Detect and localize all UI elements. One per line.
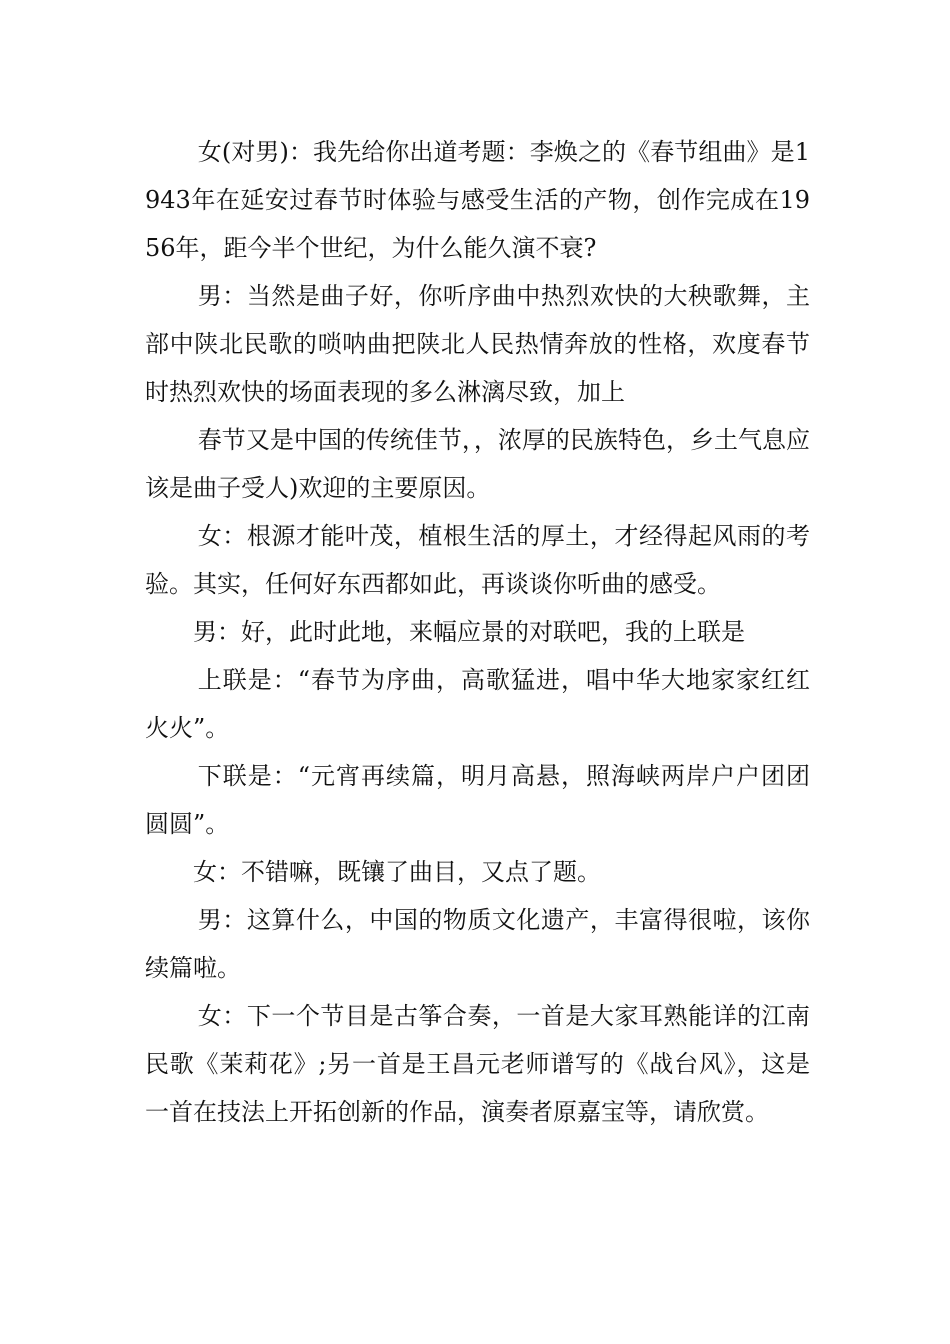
paragraph-2: 男：当然是曲子好，你听序曲中热烈欢快的大秧歌舞，主部中陕北民歌的唢呐曲把陕北人民热情奔放的性格，欢度春节时热烈欢快的场面表现的多么淋漓尽致，加上 [145, 282, 810, 406]
paragraph-1: 女(对男)：我先给你出道考题：李焕之的《春节组曲》是1943年在延安过春节时体验与感受生活的产物，创作完成在1956年，距今半个世纪，为什么能久演不衰? [145, 138, 810, 262]
paragraph-4: 女：根源才能叶茂，植根生活的厚土，才经得起风雨的考验。其实，任何好东西都如此，再谈谈你听曲的感受。 [145, 522, 810, 598]
paragraph-7: 下联是：“元宵再续篇，明月高悬，照海峡两岸户户团团圆圆”。 [145, 762, 810, 838]
paragraph-9: 男：这算什么，中国的物质文化遗产，丰富得很啦，该你续篇啦。 [145, 906, 810, 982]
paragraph-3: 春节又是中国的传统佳节，，浓厚的民族特色，乡土气息应该是曲子受人)欢迎的主要原因。 [145, 426, 810, 502]
paragraph-8: 女：不错嘛，既镶了曲目，又点了题。 [193, 858, 601, 886]
document-body [145, 128, 810, 1136]
paragraph-10: 女：下一个节目是古筝合奏，一首是大家耳熟能详的江南民歌《茉莉花》;另一首是王昌元老师谱写的《战台风》，这是一首在技法上开拓创新的作品，演奏者原嘉宝等，请欣赏。 [145, 1002, 810, 1126]
paragraph-6: 上联是：“春节为序曲，高歌猛进，唱中华大地家家红红火火”。 [145, 666, 810, 742]
paragraph-5: 男：好，此时此地，来幅应景的对联吧，我的上联是 [193, 618, 745, 646]
